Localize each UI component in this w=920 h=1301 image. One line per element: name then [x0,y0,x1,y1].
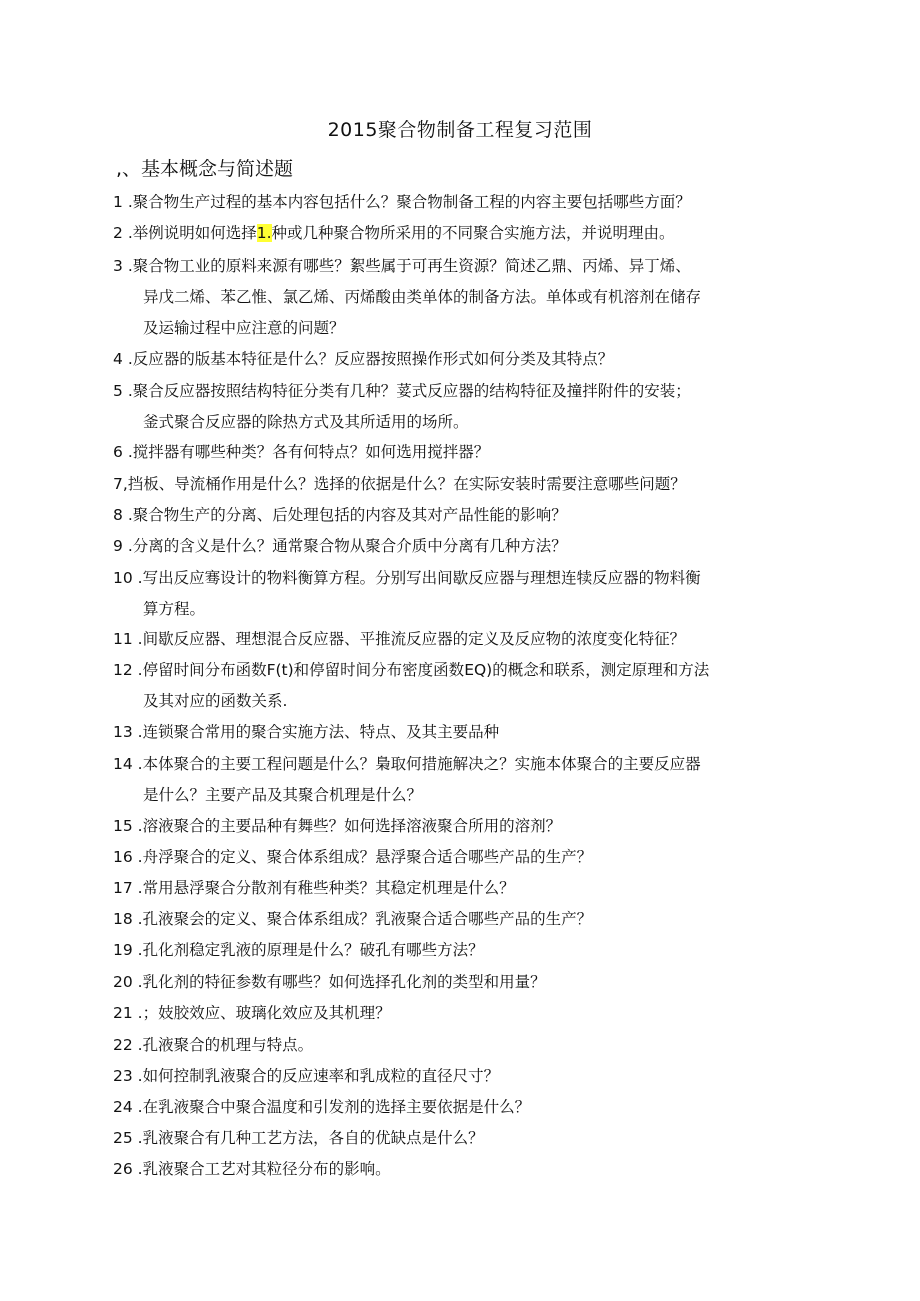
question-item [113,754,825,816]
question-number: 4 [113,350,123,368]
question-line: 釜式聚合反应器的除热方式及其所适用的场所。 [143,413,469,431]
question-item [113,1066,825,1097]
question-number: 5 [113,382,123,400]
question-item [113,505,825,536]
question-text: .如何控制乳液聚合的反应速率和乳成粒的直径尺寸？ [137,1067,500,1085]
question-number: 9 [113,537,123,555]
question-text: 挡板、导流桶作用是什么？选择的依据是什么？在实际安装时需要注意哪些问题？ [127,475,686,493]
question-line [113,192,825,223]
question-text: .本体聚合的主要工程问题是什么？梟取何措施解决之？实施本体聚合的主要反应器 [137,755,701,773]
question-line [113,1159,825,1190]
question-text: .连锁聚合常用的聚合实施方法、特点、及其主要品种 [137,723,500,741]
question-line [113,847,825,878]
question-item [113,816,825,847]
question-number: 14 [113,755,133,773]
question-text: .间歇反应器、理想混合反应器、平推流反应器的定义及反应物的浓度变化特征？ [137,630,686,648]
question-item [113,1035,825,1066]
question-number: 13 [113,723,133,741]
question-line [113,909,825,940]
question-text: .停留时间分布函数F(t)和停留时间分布密度函数EQ)的概念和联系，测定原理和方法 [137,661,710,679]
question-text: .孔液聚合的机理与特点。 [137,1036,314,1054]
question-line [113,1003,825,1034]
question-number: 24 [113,1098,133,1116]
question-number: 19 [113,941,133,959]
question-number: 11 [113,630,133,648]
question-line: 是什么？主要产品及其聚合机理是什么？ [143,786,423,804]
question-item [113,660,825,722]
question-item [113,568,825,630]
question-line [113,256,825,287]
question-text: .乳化剂的特征参数有哪些？如何选择孔化剂的类型和用量？ [137,973,546,991]
question-item [113,878,825,909]
question-line [113,568,825,599]
question-text: .分离的含义是什么？通常聚合物从聚合介质中分离有几种方法？ [127,537,567,555]
question-line [113,754,825,785]
question-line [113,223,825,254]
question-item [113,442,825,473]
question-number: 12 [113,661,133,679]
question-line [113,816,825,847]
question-number: 22 [113,1036,133,1054]
document-title: 2015聚合物制备工程复习范围 [327,119,593,141]
question-line [113,1097,825,1128]
question-number: 7, [113,475,128,493]
question-line [113,878,825,909]
question-line: 及其对应的函数关系. [143,692,288,710]
question-number: 18 [113,910,133,928]
question-number: 20 [113,973,133,991]
question-text: .举例说明如何选择 [127,224,257,242]
question-item [113,192,825,223]
question-line [113,536,825,567]
question-number: 10 [113,569,133,587]
question-number: 15 [113,817,133,835]
question-item [113,1097,825,1128]
question-item [113,909,825,940]
question-text: .孔液聚会的定义、聚合体系组成？乳液聚合适合哪些产品的生产？ [137,910,593,928]
question-line [113,505,825,536]
question-text: .舟浮聚合的定义、聚合体系组成？悬浮聚合适合哪些产品的生产？ [137,848,593,866]
question-item [113,629,825,660]
question-line [113,940,825,971]
question-line: 异戊二烯、苯乙惟、氯乙烯、丙烯酸由类单体的制备方法。单体或有机溶剂在储存 [143,288,702,306]
question-item [113,1128,825,1159]
question-number: 6 [113,443,123,461]
question-line [113,474,825,505]
question-number: 16 [113,848,133,866]
question-line: 及运输过程中应注意的问题？ [143,319,345,337]
question-text: .搅拌器有哪些种类？各有何特点？如何选用搅拌器？ [127,443,490,461]
question-item [113,349,825,380]
question-item [113,1003,825,1034]
question-text: 种或几种聚合物所采用的不同聚合实施方法，并说明理由。 [271,224,675,242]
question-number: 1 [113,193,123,211]
question-text: .在乳液聚合中聚合温度和引发剂的选择主要依据是什么？ [137,1098,531,1116]
question-number: 2 [113,224,123,242]
question-item [113,474,825,505]
question-text: .聚合物生产过程的基本内容包括什么？聚合物制备工程的内容主要包括哪些方面？ [127,193,691,211]
question-text: .聚合物工业的原料来源有哪些？絮些属于可再生资源？简述乙鼎、丙烯、异丁烯、 [127,257,691,275]
question-item [113,722,825,753]
question-number: 25 [113,1129,133,1147]
question-item [113,1159,825,1190]
question-text: .聚合物生产的分离、后处理包括的内容及其对产品性能的影响？ [127,506,567,524]
highlighted-text: 1. [256,224,272,242]
question-number: 8 [113,506,123,524]
question-text: .孔化剂稳定乳液的原理是什么？破孔有哪些方法？ [137,941,484,959]
question-item [113,256,825,349]
question-text: .聚合反应器按照结构特征分类有几种？荽式反应器的结构特征及撞拌附件的安装； [127,382,691,400]
question-item [113,381,825,443]
question-line [113,629,825,660]
question-number: 17 [113,879,133,897]
question-number: 3 [113,257,123,275]
question-text: .反应器的版基本特征是什么？反应器按照操作形式如何分类及其特点？ [127,350,614,368]
question-line: 算方程。 [143,600,206,618]
question-line [113,1066,825,1097]
question-line [113,722,825,753]
question-item [113,972,825,1003]
question-number: 26 [113,1160,133,1178]
question-item [113,847,825,878]
question-item [113,940,825,971]
question-line [113,442,825,473]
question-line [113,1035,825,1066]
question-text: .乳液聚合有几种工艺方法，各自的优缺点是什么？ [137,1129,484,1147]
question-line [113,972,825,1003]
question-line [113,381,825,412]
question-number: 23 [113,1067,133,1085]
question-line [113,1128,825,1159]
question-line [113,660,825,691]
question-text: .乳液聚合工艺对其粒径分布的影响。 [137,1160,391,1178]
section-heading: ,、基本概念与简述题 [116,158,294,180]
question-text: .写出反应骞设计的物料衡算方程。分别写出间歇反应器与理想连犊反应器的物料衡 [137,569,701,587]
question-item [113,223,825,254]
question-number: 21 [113,1004,133,1022]
question-text: .常用悬浮聚合分散剂有稚些种类？其稳定机理是什么？ [137,879,515,897]
question-line [113,349,825,380]
question-item [113,536,825,567]
question-text: .溶液聚合的主要品种有舞些？如何选择溶液聚合所用的溶剂？ [137,817,562,835]
question-text: .；妓胶效应、玻璃化效应及其机理？ [137,1004,391,1022]
